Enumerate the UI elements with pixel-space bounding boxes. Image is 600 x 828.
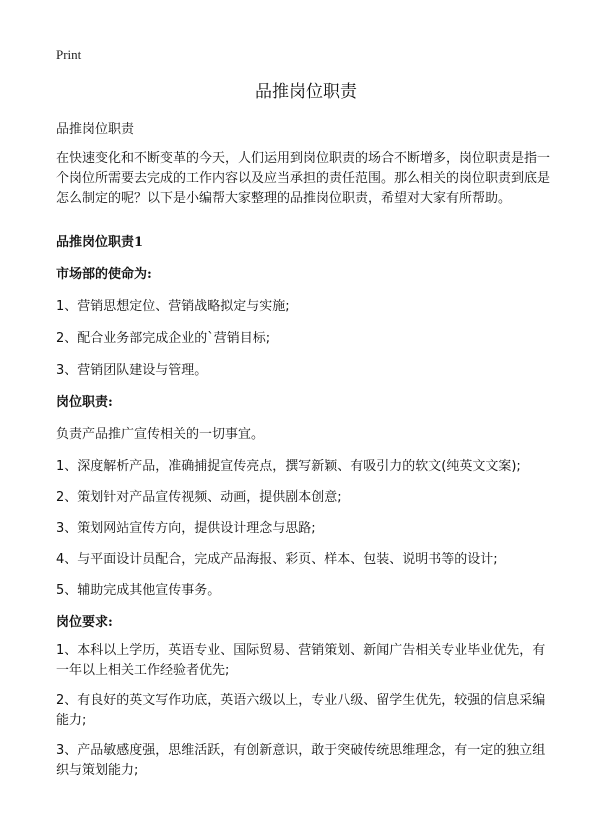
duty-item: 2、策划针对产品宣传视频、动画，提供剧本创意; xyxy=(56,490,342,505)
duty-item: 4、与平面设计员配合，完成产品海报、彩页、样本、包装、说明书等的设计; xyxy=(56,552,498,567)
mission-heading: 市场部的使命为: xyxy=(56,267,152,282)
duties-heading: 岗位职责: xyxy=(56,395,113,410)
requirement-item: 3、产品敏感度强，思维活跃，有创新意识，敢于突破传统思维理念，有一定的独立组织与策划能力; xyxy=(56,743,546,778)
duty-item: 3、策划网站宣传方向，提供设计理念与思路; xyxy=(56,521,316,536)
mission-item: 3、营销团队建设与管理。 xyxy=(56,363,208,378)
document-subtitle: 品推岗位职责 xyxy=(56,122,135,137)
duties-intro: 负责产品推广宣传相关的一切事宜。 xyxy=(56,427,265,442)
section-heading: 品推岗位职责1 xyxy=(56,235,144,250)
duty-item: 5、辅助完成其他宣传事务。 xyxy=(56,583,221,598)
print-link[interactable]: Print xyxy=(56,47,82,62)
intro-paragraph: 在快速变化和不断变革的今天，人们运用到岗位职责的场合不断增多，岗位职责是指一个岗位所需要去完成的工作内容以及应当承担的责任范围。那么相关的岗位职责到底是怎么制定的呢？以下是小编帮大家整理的品推岗位职责，希望对大家有所帮助。 xyxy=(56,151,551,206)
document-title: 品推岗位职责 xyxy=(255,82,357,102)
requirements-heading: 岗位要求: xyxy=(56,615,113,630)
requirement-item: 1、本科以上学历，英语专业、国际贸易、营销策划、新闻广告相关专业毕业优先，有一年以上相关工作经验者优先; xyxy=(56,643,546,678)
mission-item: 2、配合业务部完成企业的`营销目标; xyxy=(56,331,271,346)
mission-item: 1、营销思想定位、营销战略拟定与实施; xyxy=(56,299,290,314)
duty-item: 1、深度解析产品，准确捕捉宣传亮点，撰写新颖、有吸引力的软文(纯英文文案); xyxy=(56,459,521,474)
requirement-item: 2、有良好的英文写作功底，英语六级以上，专业八级、留学生优先，较强的信息采编能力; xyxy=(56,693,546,728)
